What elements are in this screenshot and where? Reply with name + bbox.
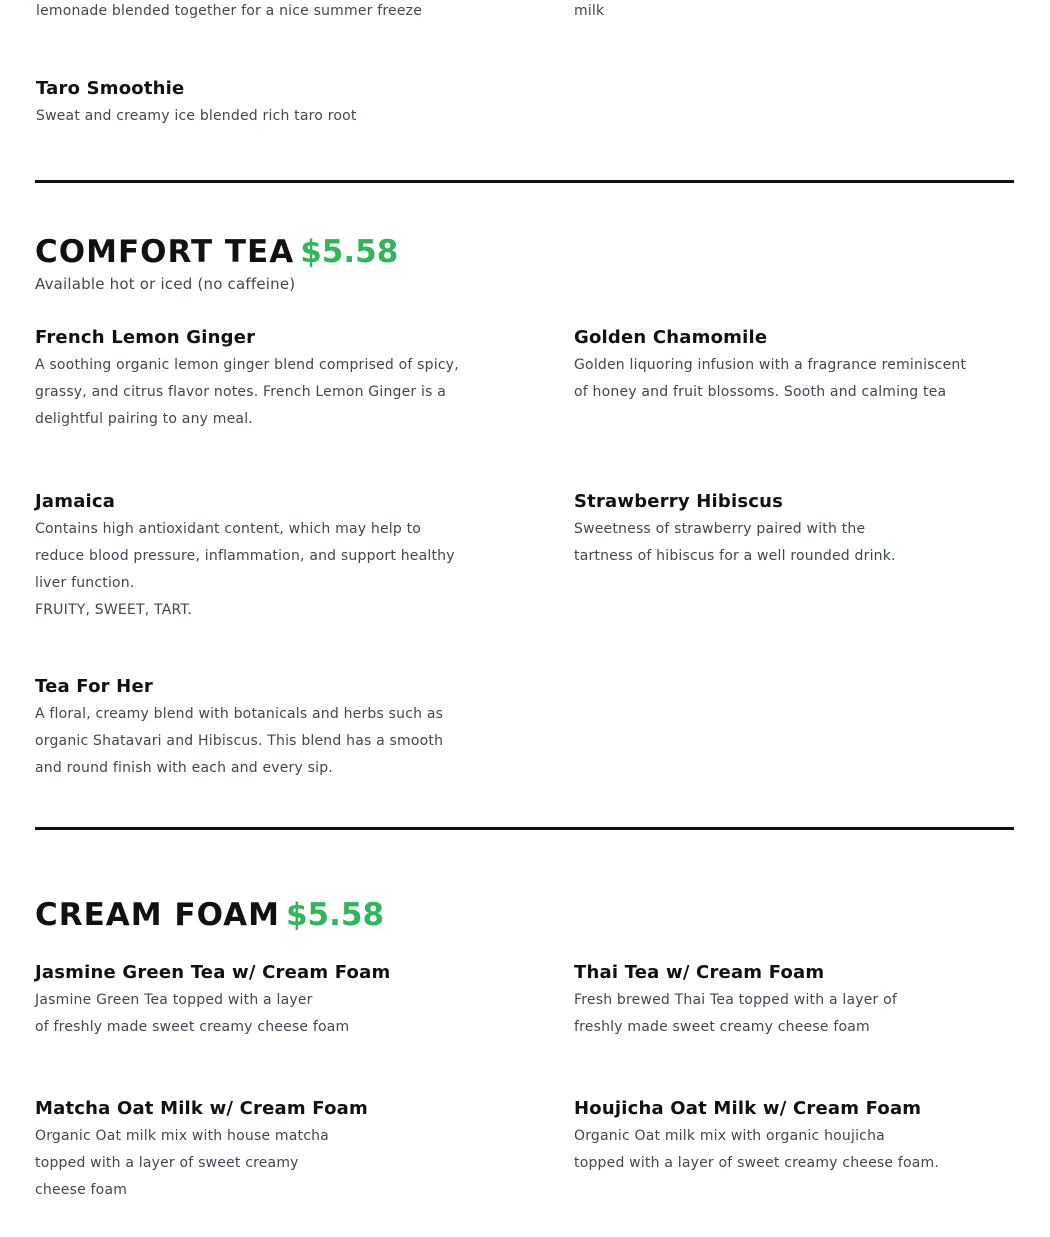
item-name: Thai Tea w/ Cream Foam	[574, 962, 825, 983]
item-description: Jasmine Green Tea topped with a layer of freshly made sweet creamy cheese foam	[35, 992, 350, 1035]
item-description: A floral, creamy blend with botanicals and herbs such as organic Shatavari and Hibiscus. This blend has a smooth and round finish with each and every sip.	[35, 706, 444, 776]
item-name: Jasmine Green Tea w/ Cream Foam	[35, 962, 391, 983]
menu-item-golden-chamomile	[574, 327, 966, 406]
menu-item-french-lemon-ginger	[35, 327, 459, 433]
menu-item-tea-for-her	[35, 676, 443, 782]
menu-item-thai-tea-cream-foam	[574, 962, 897, 1041]
section-title-comfort-tea: COMFORT TEA $5.58	[35, 234, 399, 270]
item-name: Matcha Oat Milk w/ Cream Foam	[35, 1098, 368, 1119]
item-name: Taro Smoothie	[36, 78, 185, 99]
menu-item-taro-smoothie	[36, 78, 357, 130]
menu-item-matcha-oat-milk-cream-foam	[35, 1098, 368, 1204]
menu-item-strawberry-hibiscus	[574, 491, 896, 570]
partial-item-description-left: lemonade blended together for a nice summer freeze	[36, 3, 423, 19]
item-name: Houjicha Oat Milk w/ Cream Foam	[574, 1098, 922, 1119]
item-name: Golden Chamomile	[574, 327, 768, 348]
item-description: Sweat and creamy ice blended rich taro root	[36, 108, 357, 124]
section-divider	[35, 180, 1014, 183]
menu-item-jamaica	[35, 491, 455, 624]
section-price: $5.58	[300, 234, 399, 270]
menu-item-jasmine-green-tea-cream-foam	[35, 962, 390, 1041]
item-description: Golden liquoring infusion with a fragrance reminiscent of honey and fruit blossoms. Sooth and calming tea	[574, 357, 967, 400]
section-title-cream-foam: CREAM FOAM $5.58	[35, 897, 385, 933]
item-name: Tea For Her	[35, 676, 153, 697]
item-description: Fresh brewed Thai Tea topped with a layer of freshly made sweet creamy cheese foam	[574, 992, 898, 1035]
item-description: Organic Oat milk mix with organic houjicha topped with a layer of sweet creamy cheese foam.	[574, 1128, 940, 1171]
section-price: $5.58	[285, 897, 385, 933]
menu-item-houjicha-oat-milk-cream-foam	[574, 1098, 939, 1177]
item-name: French Lemon Ginger	[35, 327, 256, 348]
section-note: Available hot or iced (no caffeine)	[35, 275, 296, 293]
item-description: Contains high antioxidant content, which may help to reduce blood pressure, inflammation, and support healthy liver function. FRUITY, SWEET, TART.	[35, 521, 455, 618]
item-description: Organic Oat milk mix with house matcha topped with a layer of sweet creamy cheese foam	[35, 1128, 329, 1198]
item-name: Strawberry Hibiscus	[574, 491, 784, 512]
item-name: Jamaica	[35, 491, 116, 512]
item-description: Sweetness of strawberry paired with the tartness of hibiscus for a well rounded drink.	[574, 521, 896, 564]
section-divider	[35, 827, 1014, 830]
item-description: A soothing organic lemon ginger blend comprised of spicy, grassy, and citrus flavor notes. French Lemon Ginger is a delightful pairing to any meal.	[35, 357, 459, 427]
partial-item-description-right: milk	[574, 3, 605, 19]
